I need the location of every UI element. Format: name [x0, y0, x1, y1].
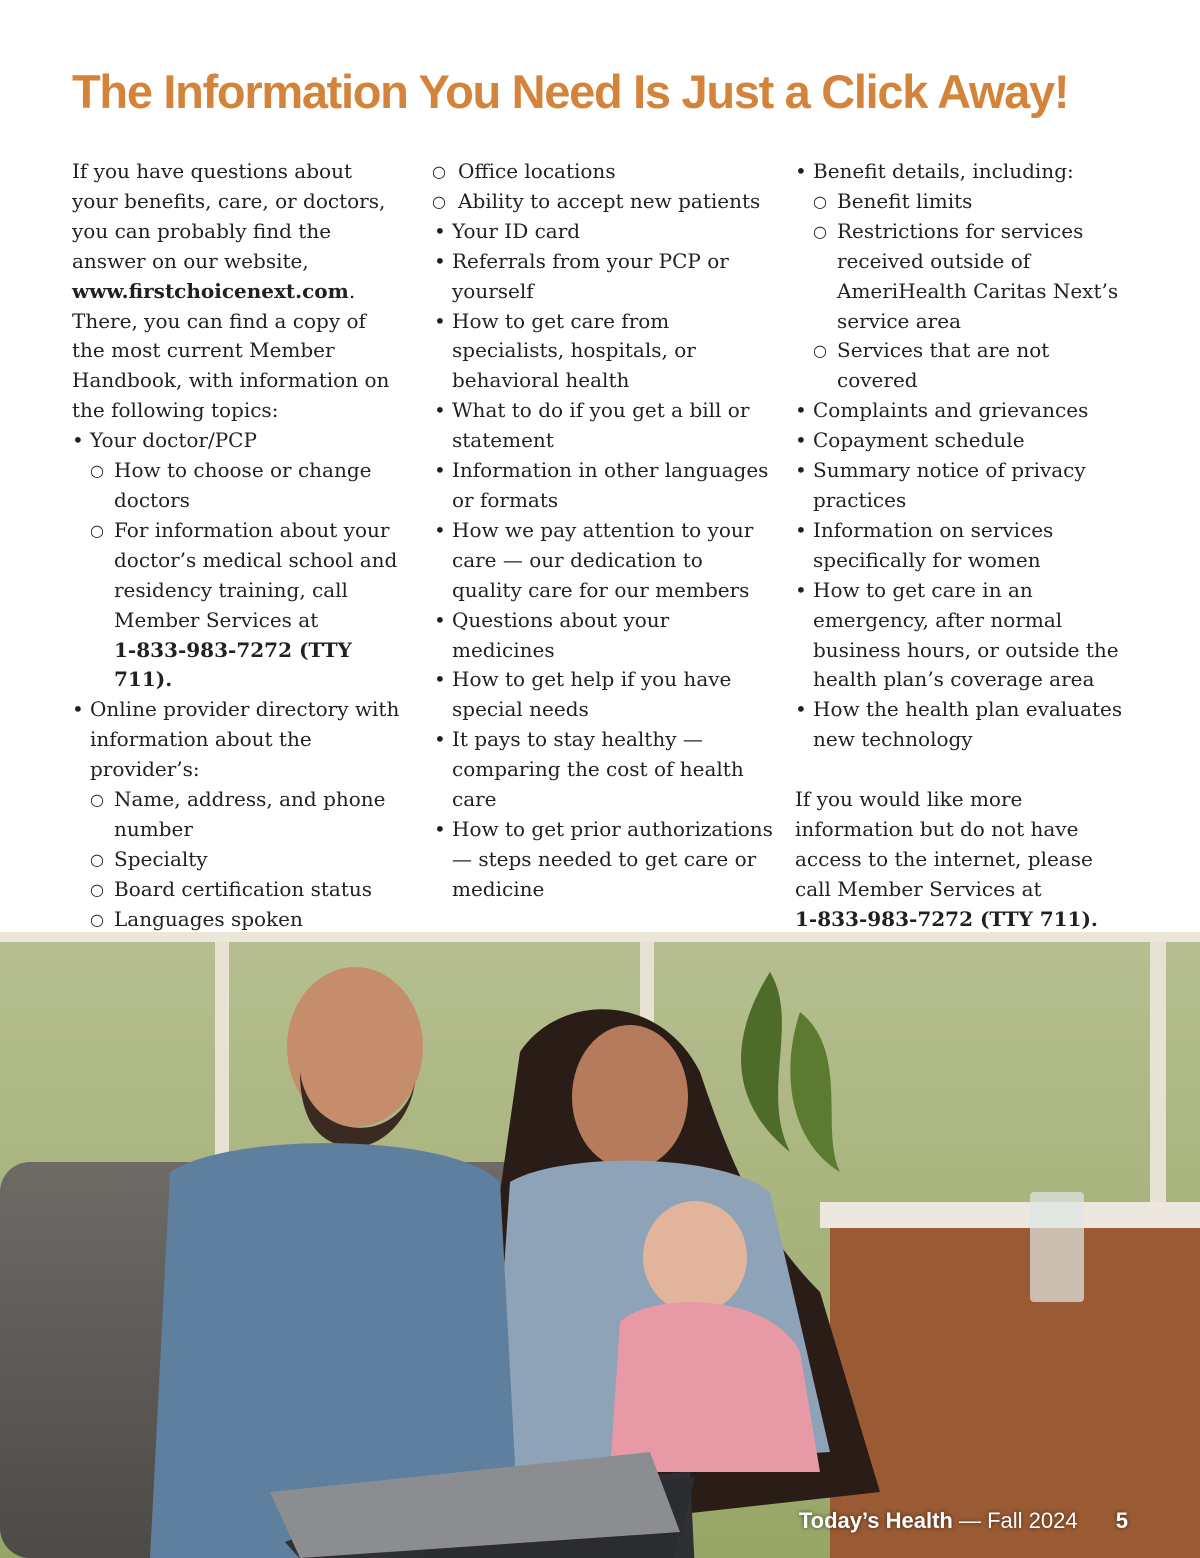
photo-illustration — [0, 932, 1200, 1558]
sub-list — [90, 456, 402, 695]
list-item — [434, 606, 774, 666]
list-item-text: How to get care from specialists, hospitals, or behavioral health — [452, 308, 696, 393]
page-number: 5 — [1115, 1508, 1128, 1533]
intro-text-2: There, you can find a copy of the most current Member Handbook, with information on the following topics: — [72, 308, 390, 423]
list-item — [434, 665, 774, 725]
list-item-text: Complaints and grievances — [813, 398, 1089, 423]
list-item — [434, 516, 774, 606]
intro-text: If you have questions about your benefits, care, or doctors, you can probably find the answer on our website, — [72, 159, 386, 273]
sub-list-item — [813, 336, 1135, 396]
sub-list-item — [90, 845, 402, 875]
phone-number: 1-833-983-7272 (TTY 711). — [795, 906, 1098, 931]
sub-list-item — [90, 905, 402, 935]
closing-paragraph — [795, 785, 1135, 935]
list-item — [434, 815, 774, 905]
list-item-text: How to get care in an emergency, after normal business hours, or outside the health plan’s coverage area — [813, 577, 1119, 692]
sub-item-text: For information about your doctor’s medical school and residency training, call Member Services at — [114, 517, 398, 632]
list-item — [795, 157, 1135, 396]
list-item — [72, 695, 402, 934]
list-item-text: Benefit details, including: — [813, 159, 1074, 183]
sub-list-item — [90, 516, 402, 695]
sub-list-item — [416, 157, 774, 187]
page-footer — [799, 1508, 1128, 1534]
column-2 — [434, 157, 774, 905]
sub-list — [90, 785, 402, 935]
list-item-text: Copayment schedule — [813, 428, 1025, 453]
issue-label: — Fall 2024 — [959, 1508, 1078, 1533]
sub-item-text: Benefit limits — [837, 188, 973, 213]
family-laptop-photo — [0, 932, 1200, 1558]
website-link[interactable]: www.firstchoicenext.com — [72, 278, 349, 303]
list-item — [795, 516, 1135, 576]
sub-list-item — [90, 456, 402, 516]
sub-list-item — [813, 187, 1135, 217]
sub-item-text: Name, address, and phone number — [114, 787, 386, 841]
sub-list-item — [90, 785, 402, 845]
list-item — [434, 725, 774, 815]
list-item-text: Referrals from your PCP or yourself — [452, 248, 729, 303]
list-item-text: How the health plan evaluates new technology — [813, 697, 1123, 752]
intro-paragraph — [72, 157, 402, 426]
sub-list-continued — [416, 157, 774, 217]
sub-list-item — [90, 875, 402, 905]
list-item-text: Information on services specifically for women — [813, 517, 1054, 572]
list-item-text: Your doctor/PCP — [90, 428, 257, 453]
list-item-text: Your ID card — [452, 218, 581, 243]
closing-text: If you would like more information but do not have access to the internet, please call Member Services at — [795, 787, 1093, 901]
phone-number: 1-833-983-7272 (TTY 711). — [114, 637, 352, 692]
list-item — [434, 307, 774, 397]
sub-item-text: Board certification status — [114, 876, 372, 901]
list-item — [434, 456, 774, 516]
list-item — [795, 695, 1135, 755]
topic-list-2 — [434, 217, 774, 905]
sub-item-text: How to choose or change doctors — [114, 458, 372, 512]
list-item — [434, 217, 774, 247]
sub-item-text: Specialty — [114, 846, 208, 871]
sub-item-text: Restrictions for services received outside of AmeriHealth Caritas Next’s service area — [837, 218, 1119, 333]
sub-list-item — [416, 187, 774, 217]
spacer — [795, 755, 1135, 785]
publication-name: Today’s Health — [798, 1508, 953, 1533]
list-item-text: Questions about your medicines — [452, 607, 670, 662]
list-item-text: What to do if you get a bill or statement — [452, 398, 750, 453]
column-3 — [795, 157, 1135, 935]
list-item — [795, 396, 1135, 426]
sub-item-text: Languages spoken — [114, 906, 303, 931]
list-item-text: How to get prior authorizations — steps needed to get care or medicine — [452, 816, 773, 901]
list-item — [72, 426, 402, 695]
list-item-text: How we pay attention to your care — our dedication to quality care for our members — [452, 517, 754, 602]
intro-period: . — [348, 278, 356, 303]
list-item-text: Online provider directory with information about the provider’s: — [90, 697, 400, 782]
sub-item-text: Office locations — [458, 159, 616, 183]
page-title: The Information You Need Is Just a Click Away! — [72, 65, 1069, 118]
list-item — [434, 247, 774, 307]
list-item — [795, 426, 1135, 456]
list-item — [795, 456, 1135, 516]
list-item-text: Summary notice of privacy practices — [813, 458, 1086, 512]
list-item-text: It pays to stay healthy — comparing the cost of health care — [452, 727, 744, 812]
sub-list-item — [813, 217, 1135, 337]
sub-item-text: Ability to accept new patients — [458, 188, 761, 213]
sub-list — [813, 187, 1135, 396]
topic-list-3 — [795, 157, 1135, 755]
topic-list-1 — [72, 426, 402, 934]
list-item-text: Information in other languages or formats — [452, 458, 769, 512]
column-1 — [72, 157, 402, 935]
sub-item-text: Services that are not covered — [837, 338, 1050, 393]
list-item-text: How to get help if you have special needs — [452, 667, 732, 722]
list-item — [795, 576, 1135, 696]
list-item — [434, 396, 774, 456]
